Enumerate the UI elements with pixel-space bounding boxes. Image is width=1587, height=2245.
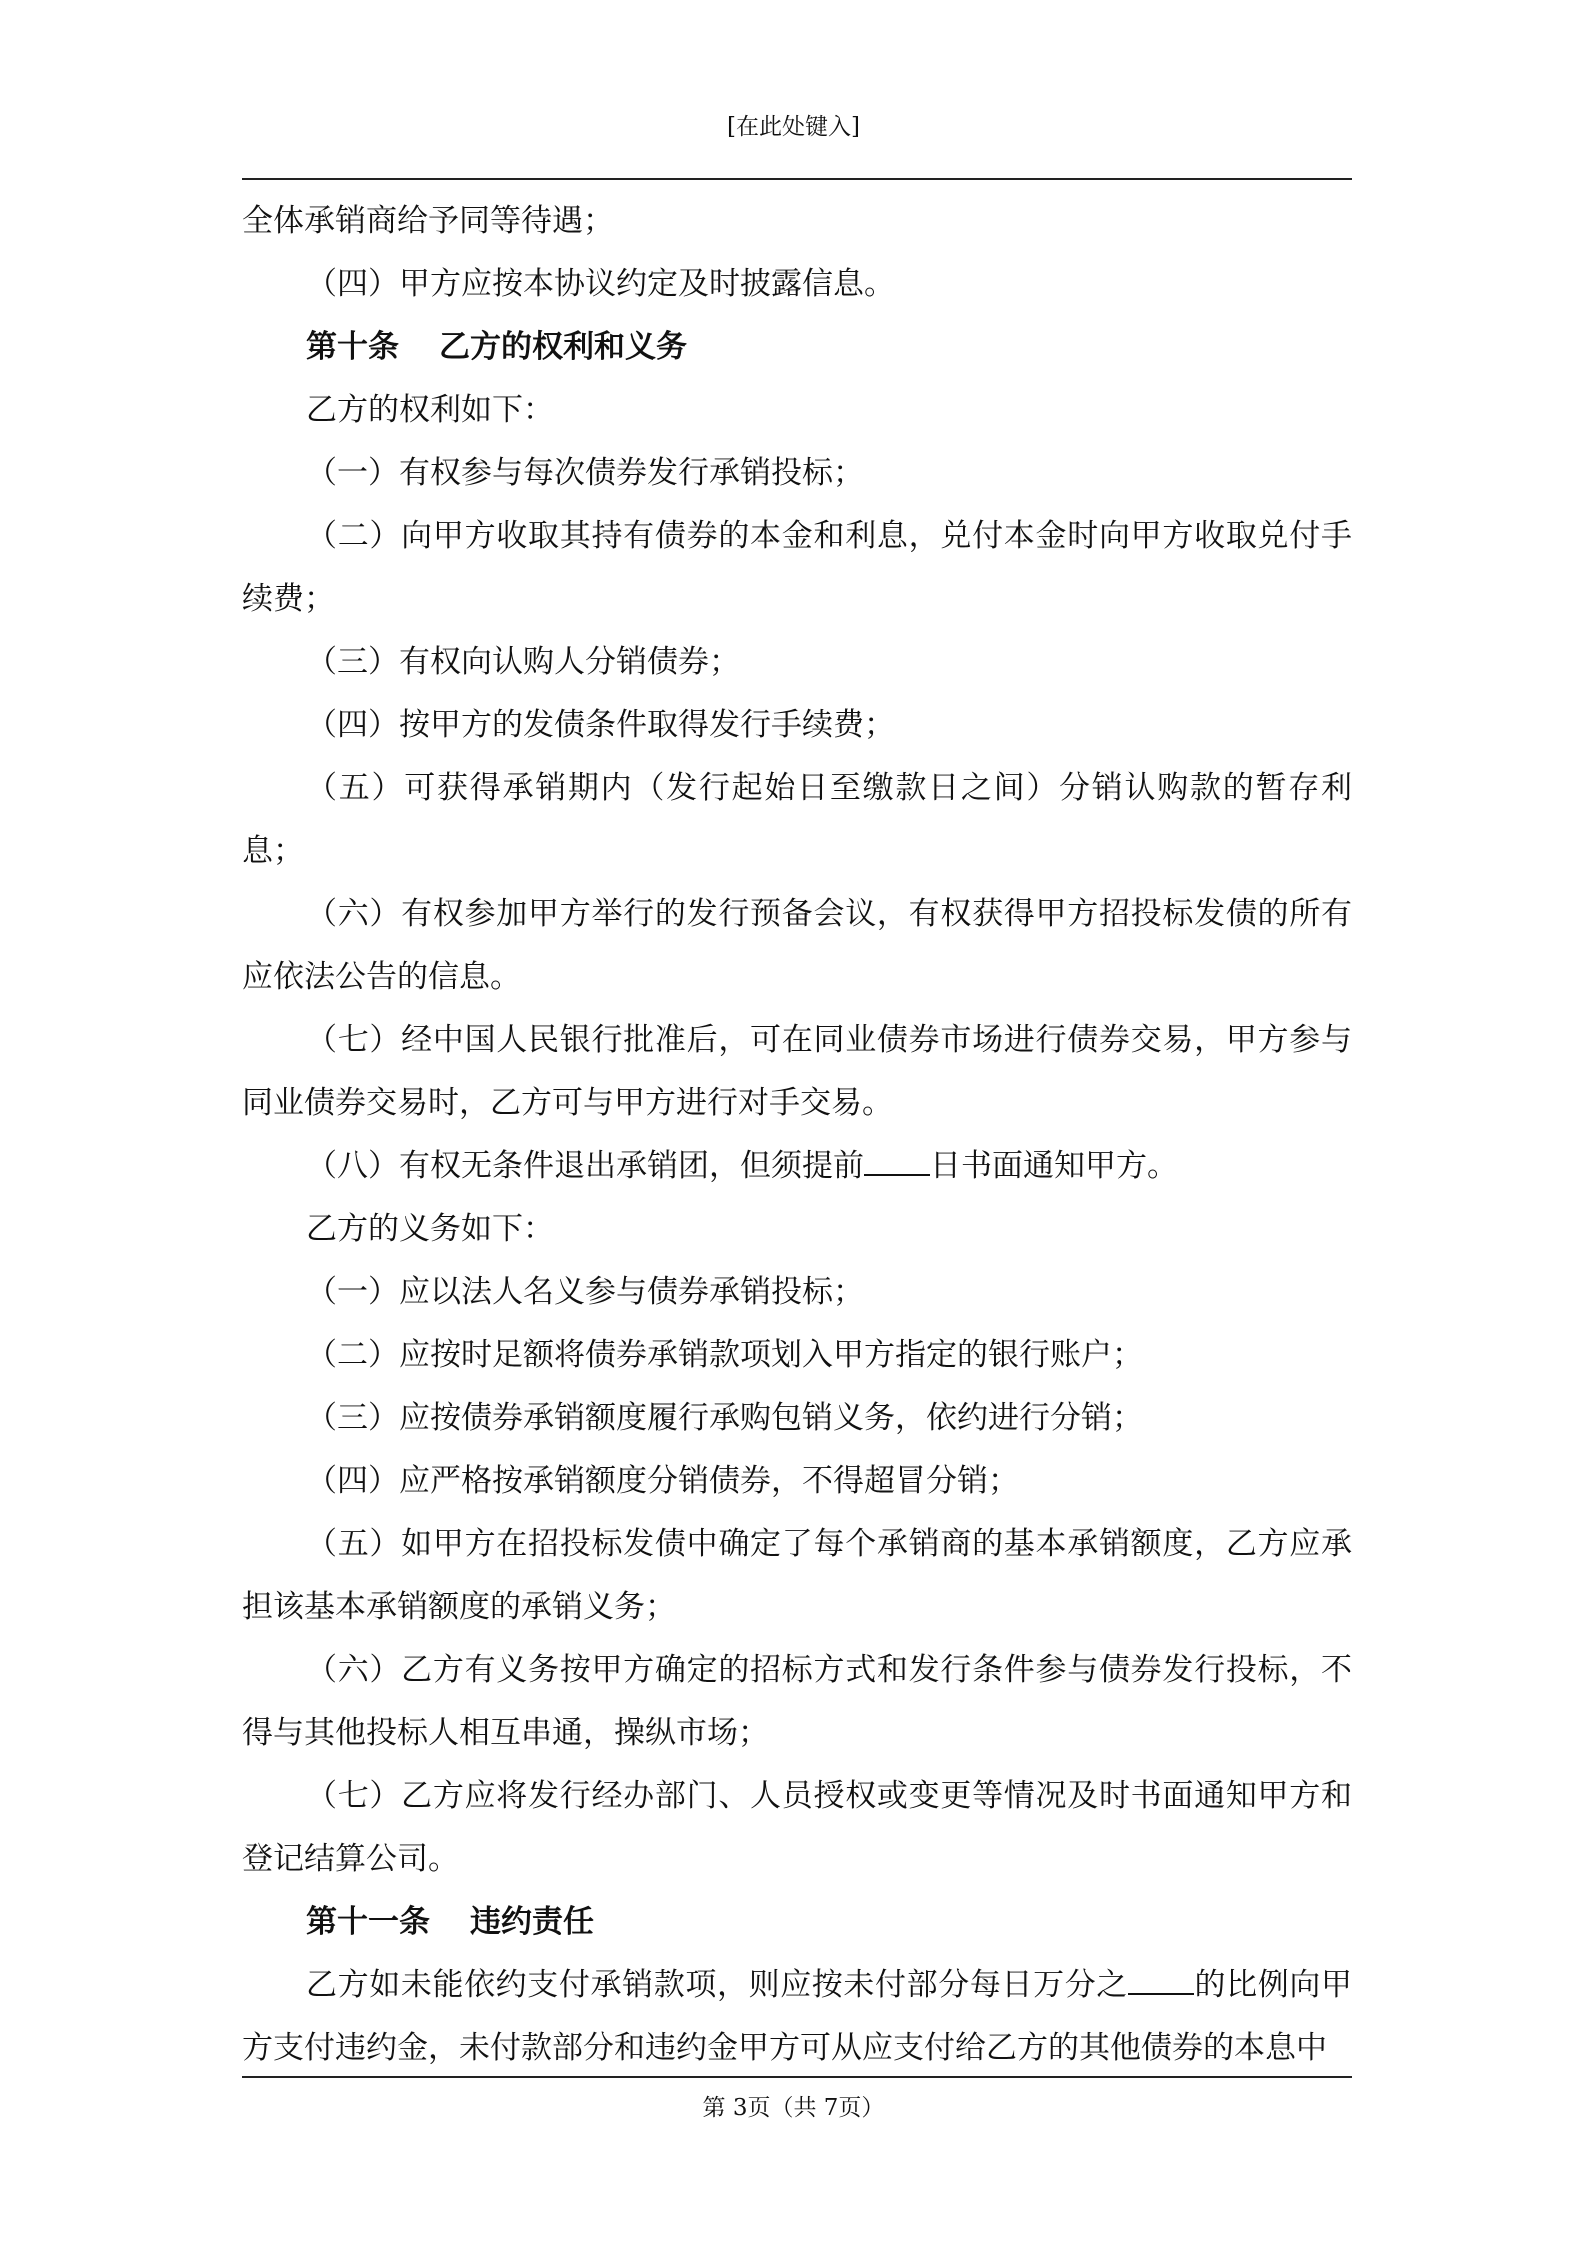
paragraph: （五）可获得承销期内（发行起始日至缴款日之间）分销认购款的暂存利息； bbox=[242, 770, 1352, 869]
paragraph: （三）应按债券承销额度履行承购包销义务，依约进行分销； bbox=[306, 1400, 1143, 1436]
paragraph: （五）如甲方在招投标发债中确定了每个承销商的基本承销额度，乙方应承担该基本承销额度的承销义务； bbox=[242, 1526, 1352, 1625]
paragraph: （三）有权向认购人分销债券； bbox=[306, 644, 740, 680]
paragraph-text-after: 日书面通知甲方。 bbox=[930, 1148, 1178, 1184]
paragraph: （一）应以法人名义参与债券承销投标； bbox=[306, 1274, 864, 1310]
footer-rule bbox=[242, 2076, 1352, 2078]
paragraph: （六）有权参加甲方举行的发行预备会议，有权获得甲方招投标发债的所有应依法公告的信息。 bbox=[242, 896, 1352, 995]
article-title: 违约责任 bbox=[470, 1904, 594, 1940]
paragraph: （四）应严格按承销额度分销债券，不得超冒分销； bbox=[306, 1463, 1019, 1499]
paragraph-with-blank bbox=[242, 1135, 1352, 1198]
paragraph: 乙方的义务如下： bbox=[306, 1211, 554, 1247]
paragraph-with-blank bbox=[242, 1954, 1352, 2080]
paragraph-text-before: （八）有权无条件退出承销团，但须提前 bbox=[306, 1148, 864, 1184]
paragraph: （七）乙方应将发行经办部门、人员授权或变更等情况及时书面通知甲方和登记结算公司。 bbox=[242, 1778, 1352, 1877]
page-header: [在此处键入] bbox=[727, 114, 860, 140]
article-number: 第十一条 bbox=[306, 1904, 430, 1940]
paragraph: （二）向甲方收取其持有债券的本金和利息，兑付本金时向甲方收取兑付手续费； bbox=[242, 518, 1352, 617]
document-body bbox=[242, 190, 1352, 2080]
article-heading bbox=[242, 316, 1352, 379]
paragraph: 乙方的权利如下： bbox=[306, 392, 554, 428]
fill-in-blank bbox=[864, 1148, 930, 1176]
article-number: 第十条 bbox=[306, 329, 399, 365]
article-heading bbox=[242, 1891, 1352, 1954]
paragraph-text-before: 乙方如未能依约支付承销款项，则应按未付部分每日万分之 bbox=[306, 1967, 1128, 2003]
article-title: 乙方的权利和义务 bbox=[439, 329, 687, 365]
paragraph: （二）应按时足额将债券承销款项划入甲方指定的银行账户； bbox=[306, 1337, 1143, 1373]
paragraph: （四）按甲方的发债条件取得发行手续费； bbox=[306, 707, 895, 743]
header-rule bbox=[242, 178, 1352, 180]
paragraph: （一）有权参与每次债券发行承销投标； bbox=[306, 455, 864, 491]
paragraph: 全体承销商给予同等待遇； bbox=[242, 203, 614, 239]
page-footer: 第 3页（共 7页） bbox=[702, 2095, 885, 2121]
fill-in-blank bbox=[1128, 1967, 1194, 1995]
paragraph: （七）经中国人民银行批准后，可在同业债券市场进行债券交易，甲方参与同业债券交易时，乙方可与甲方进行对手交易。 bbox=[242, 1022, 1352, 1121]
paragraph: （六）乙方有义务按甲方确定的招标方式和发行条件参与债券发行投标，不得与其他投标人相互串通，操纵市场； bbox=[242, 1652, 1352, 1751]
paragraph: （四）甲方应按本协议约定及时披露信息。 bbox=[306, 266, 895, 302]
paragraph-text-after: 的比例向甲方支付违约金，未付款部分和违约金甲方可从应支付给乙方的其他债券的本息中 bbox=[242, 1967, 1353, 2066]
